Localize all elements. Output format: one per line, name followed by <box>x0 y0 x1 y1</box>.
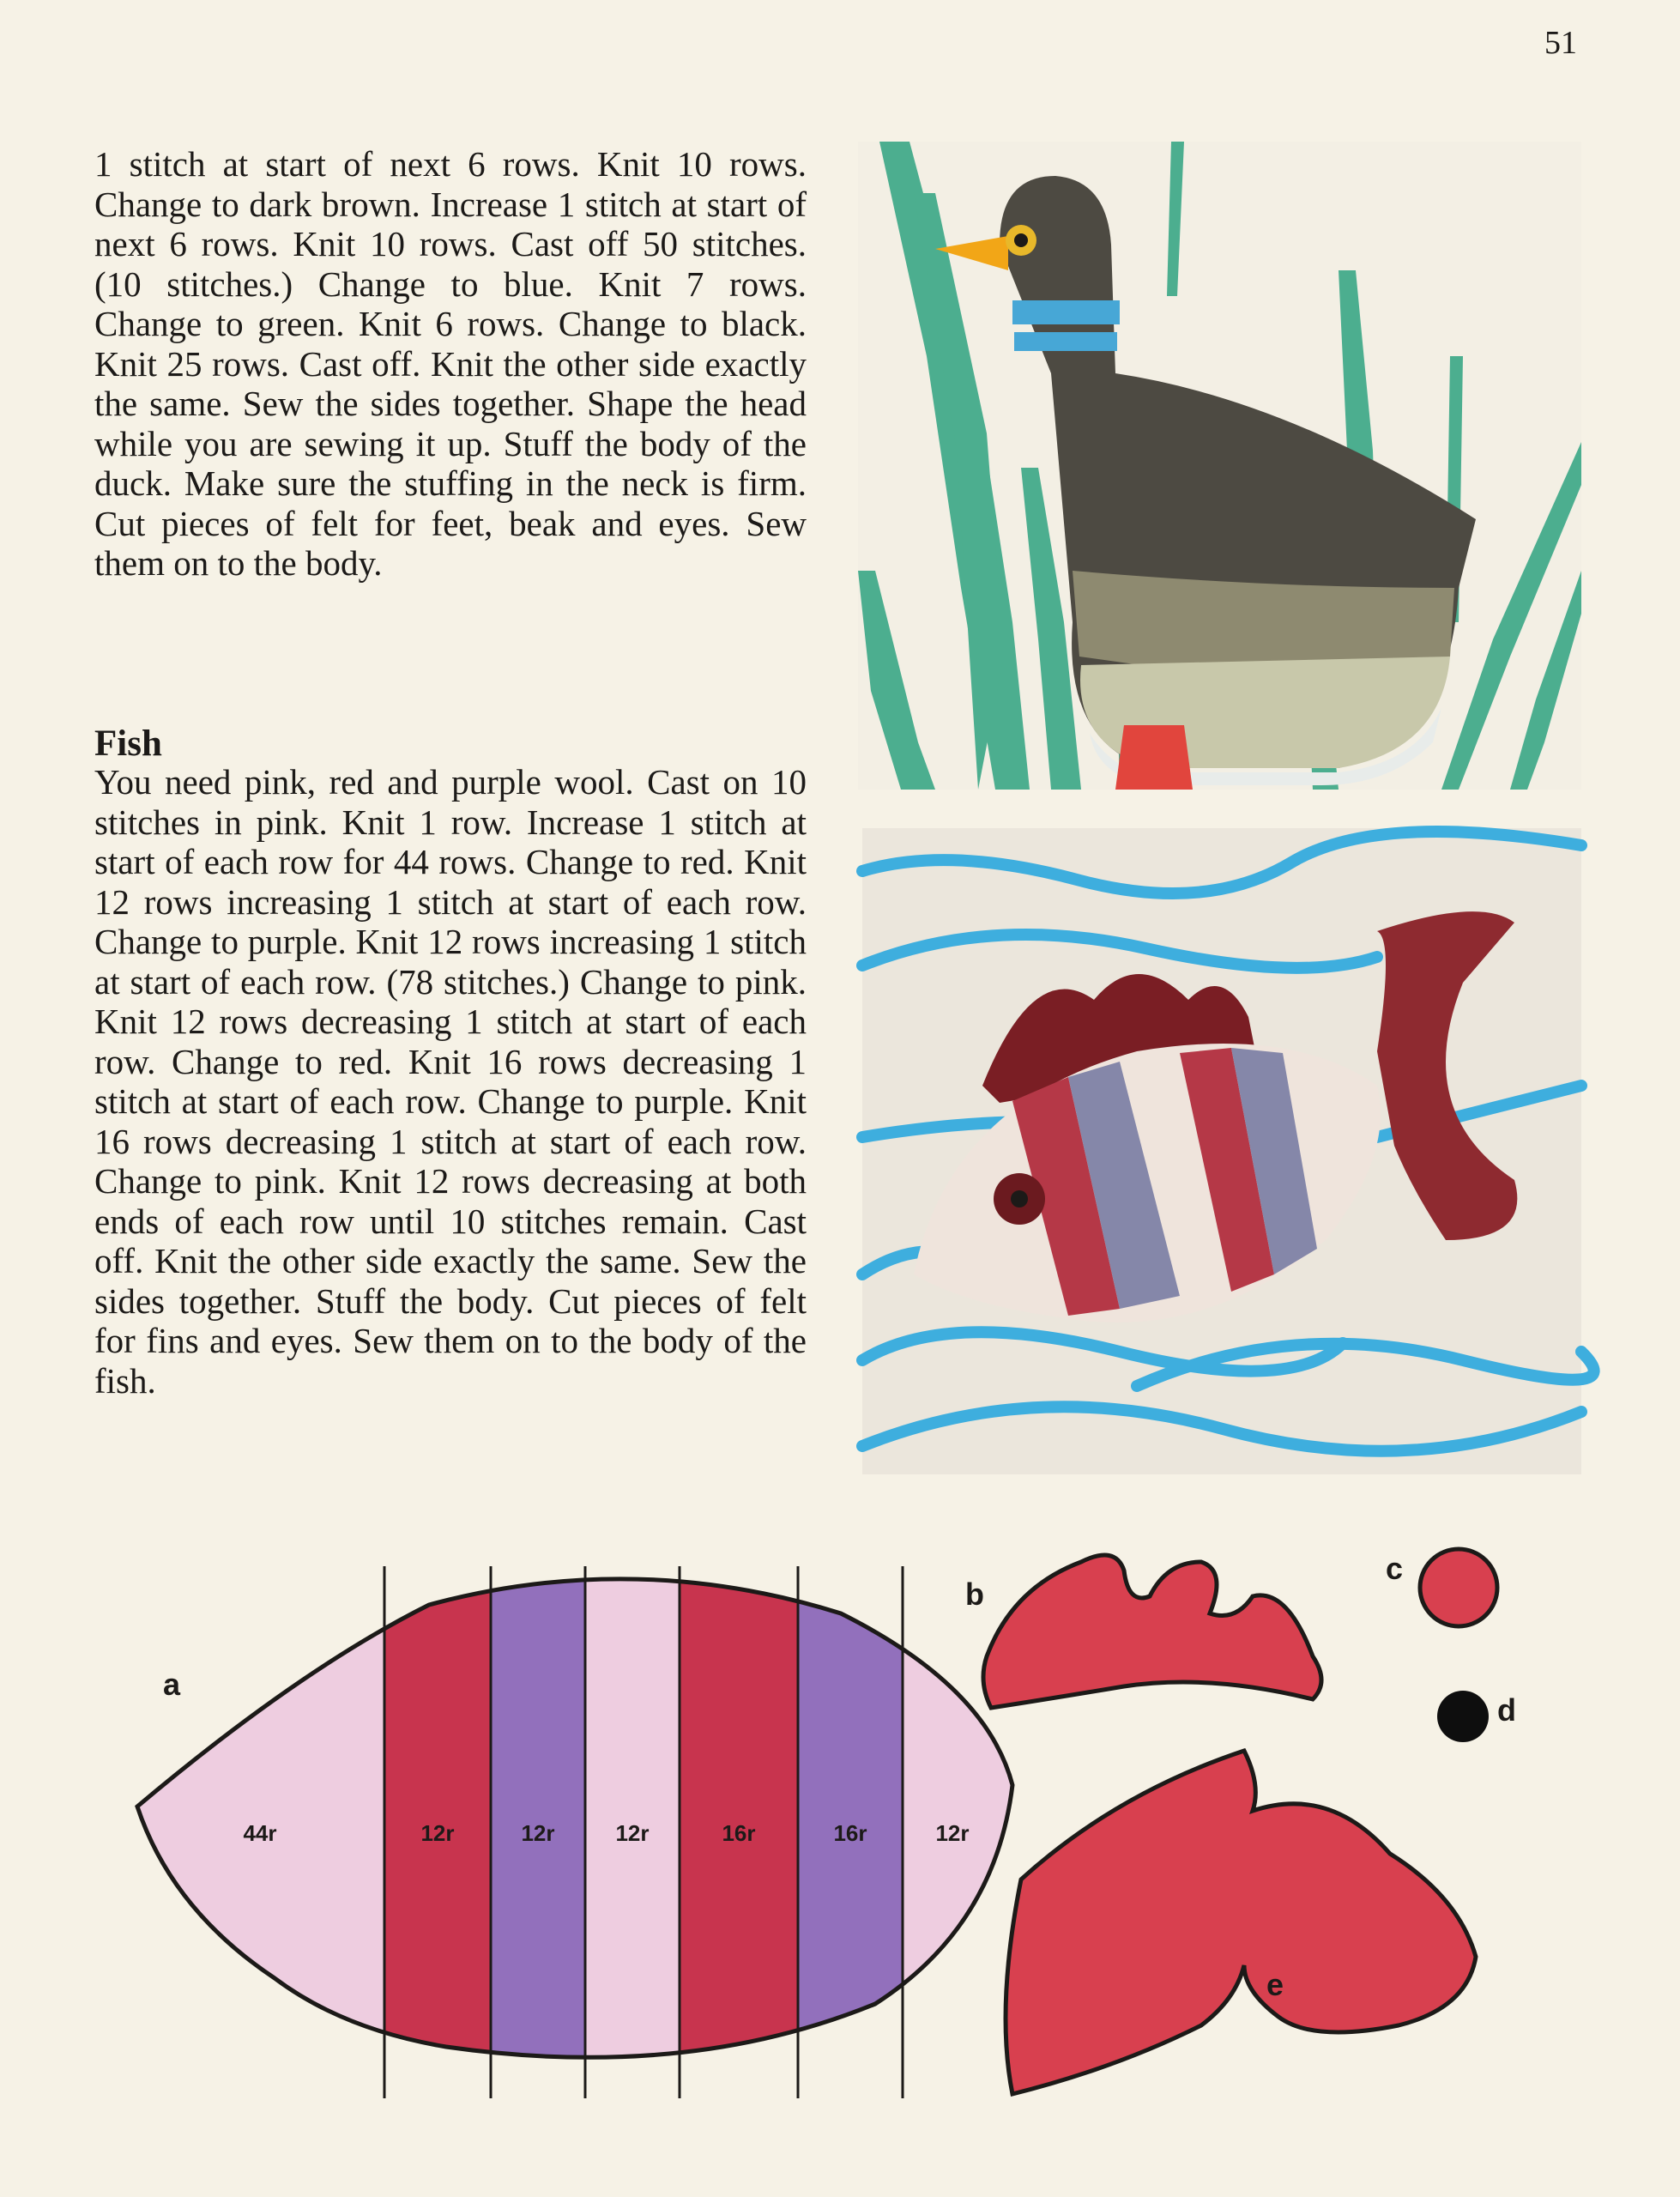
fish-photo <box>862 828 1581 1474</box>
label-c: c <box>1386 1551 1404 1586</box>
label-a: a <box>163 1667 181 1702</box>
stripe-label: 16r <box>722 1820 756 1846</box>
fish-heading: Fish <box>94 723 162 764</box>
tail-fin-pattern <box>987 1734 1502 2120</box>
stripe-label: 16r <box>833 1820 867 1846</box>
stripe-label: 12r <box>935 1820 970 1846</box>
dorsal-fin-pattern <box>952 1536 1347 1725</box>
eye-felt-circle <box>1420 1549 1497 1626</box>
eye-patterns <box>1373 1536 1516 1759</box>
stripe-label: 12r <box>420 1820 455 1846</box>
label-d: d <box>1497 1692 1516 1728</box>
page-number: 51 <box>1544 25 1577 61</box>
duck-instructions: 1 stitch at start of next 6 rows. Knit 10 rows. Change to dark brown. Increase 1 stitch at start of next 6 rows. Knit 10 rows. Cast off 50 stitches. (10 stitches.) Change to blue. Knit 7 rows. Change to green. Knit 6 rows. Change to black. Knit 25 rows. Cast off. Knit the other side exactly the same. Sew the sides together. Shape the head while you are sewing it up. Stuff the body of the duck. Make sure the stuffing in the neck is firm. Cut pieces of felt for feet, beak and eyes. Sew them on to the body. <box>94 144 807 583</box>
stripe-label: 44r <box>243 1820 277 1846</box>
stripe-label: 12r <box>521 1820 555 1846</box>
stripe-label: 12r <box>615 1820 650 1846</box>
fish-instructions: You need pink, red and purple wool. Cast on 10 stitches in pink. Knit 1 row. Increase 1 stitch at start of each row for 44 rows. Change to red. Knit 12 rows increasing 1 stitch at start of each row. Change to purple. Knit 12 rows increasing 1 stitch at start of each row. (78 stitches.) Change to pink. Knit 12 rows decreasing 1 stitch at start of each row. Change to red. Knit 16 rows decreasing 1 stitch at start of each row. Change to purple. Knit 16 rows decreasing 1 stitch at start of each row. Change to pink. Knit 12 rows decreasing at both ends of each row until 10 stitches remain. Cast off. Knit the other side exactly the same. Sew the sides together. Stuff the body. Cut pieces of felt for fins and eyes. Sew them on to the body of the fish. <box>94 762 807 1401</box>
fish-body-pattern <box>86 1566 1030 2098</box>
label-b: b <box>965 1577 984 1612</box>
duck-photo <box>858 142 1581 790</box>
label-e: e <box>1266 1967 1284 2002</box>
